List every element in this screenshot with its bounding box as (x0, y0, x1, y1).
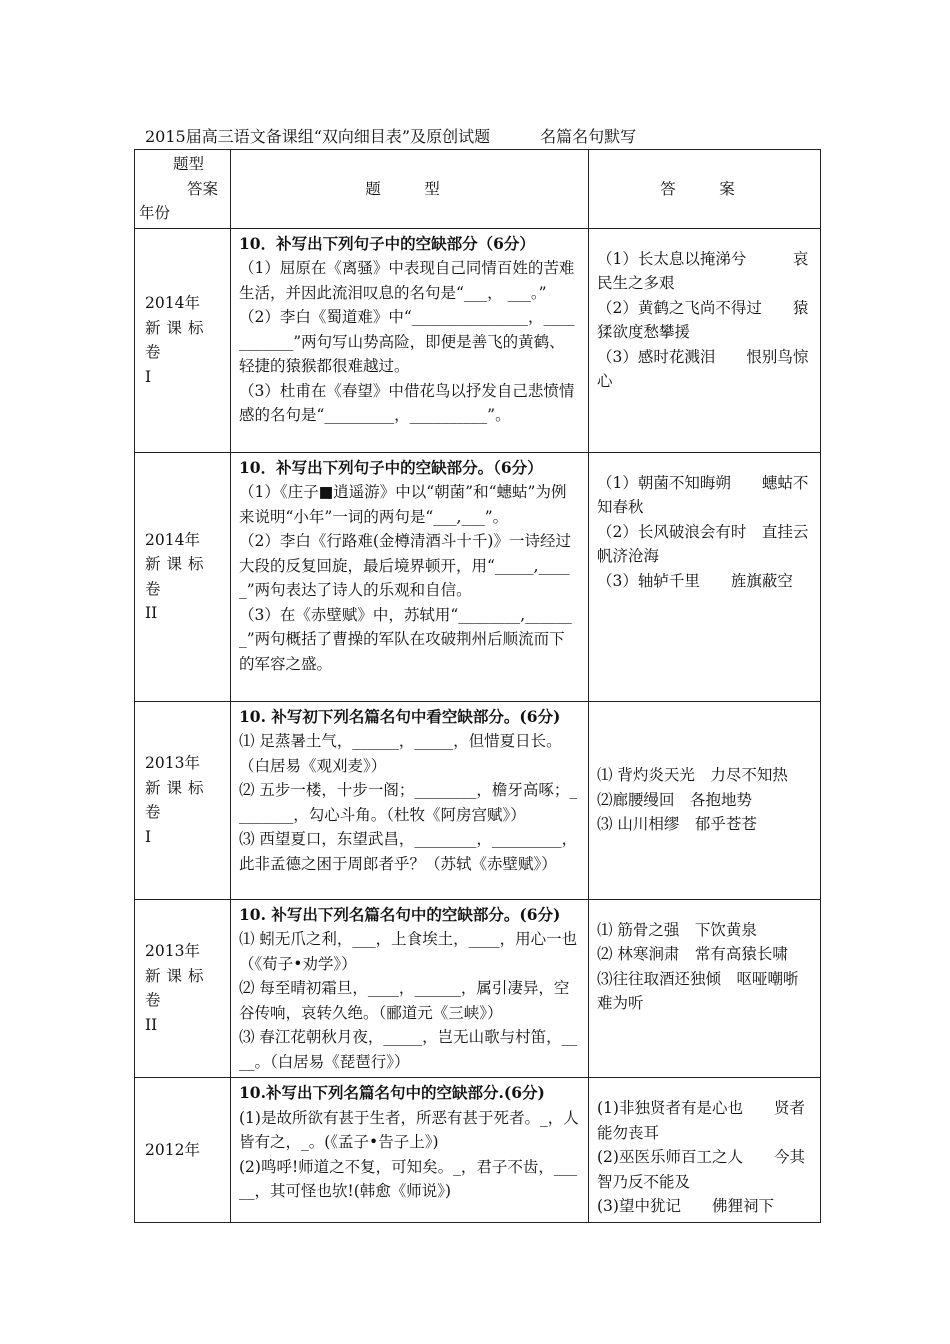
question-item: ⑶ 西望夏口，东望武昌，________，_________，此非孟德之困于周郎者乎？（苏轼《赤壁赋》） (239, 830, 578, 873)
answer-item: ⑵ 林寒涧肃 常有高猿长啸 (597, 945, 788, 963)
answer-item: ⑶往往取酒还独倾 呕哑嘲哳难为听 (597, 969, 799, 1012)
answer-cell (589, 228, 821, 452)
question-cell (231, 1078, 589, 1223)
question-item: （2）李白《蜀道难》中“_______________，___________”两句写山势高险，即便是善飞的黄鹤、轻捷的猿猴都很难越过。 (239, 308, 575, 375)
question-item: ⑴ 足蒸暑土气，______，_____，但惜夏日长。（白居易《观刈麦》） (239, 732, 562, 775)
answer-item: ⑵廊腰缦回 各抱地势 (597, 790, 753, 809)
document-title-text: 2015届高三语文备课组“双向细目表”及原创试题 (145, 127, 491, 146)
paper-label: 新课标卷 (145, 318, 210, 361)
corner-header-cell (135, 150, 231, 229)
answer-item: (2)巫医乐师百工之人 今其智乃反不能及 (597, 1148, 805, 1191)
table-row (135, 228, 821, 452)
table-row (135, 1078, 821, 1223)
year-cell (135, 452, 231, 701)
header-answer-cell: 答 案 (589, 150, 821, 229)
question-item: ⑴ 蚓无爪之利，___，上食埃土，____，用心一也（《荀子•劝学》） (239, 930, 578, 973)
year-label: 2013年 (145, 942, 200, 961)
answer-cell (589, 1078, 821, 1223)
corner-label-type: 题型 (173, 155, 205, 173)
question-item: （1）屈原在《离骚》中表现自己同情百姓的苦难生活，并因此流泪叹息的名句是“___， ___。” (239, 259, 575, 302)
question-heading: 10．补写出下列句子中的空缺部分（6分） (239, 233, 535, 253)
corner-label-year: 年份 (139, 204, 171, 222)
table-row (135, 701, 821, 899)
year-label: 2012年 (145, 1140, 200, 1159)
paper-label: 新课标卷 (145, 966, 210, 1010)
answer-item: ⑶ 山川相缪 郁乎苍苍 (597, 815, 757, 834)
corner-label-answer: 答案 (187, 179, 219, 198)
answer-item: （1）朝菌不知晦朔 蟪蛄不知春秋 (597, 473, 809, 516)
year-cell (135, 228, 231, 452)
year-cell (135, 701, 231, 899)
year-label: 2014年 (145, 294, 200, 312)
document-title (145, 124, 636, 147)
paper-label: 新课标卷 (145, 555, 210, 598)
question-item: （3）在《赤壁赋》中，苏轼用“________,_______”两句概括了曹操的军队在攻破荆州后顺流而下的军容之盛。 (239, 605, 572, 673)
answer-cell (589, 701, 821, 899)
year-label: 2013年 (145, 754, 200, 772)
year-cell (135, 1078, 231, 1223)
paper-number: Ⅰ (145, 367, 152, 386)
question-item: (1)是故所欲有甚于生者，所恶有甚于死者。_，人皆有之，_。(《孟子•告子上》) (239, 1108, 579, 1151)
question-answer-table (134, 149, 821, 1223)
question-cell (231, 452, 589, 701)
paper-number: II (145, 1015, 158, 1034)
answer-cell (589, 452, 821, 701)
question-item: (2)鸣呼!师道之不复，可知矣。_，君子不齿，_____，其可怪也欤!(韩愈《师说》) (239, 1157, 578, 1200)
answer-item: （2）黄鹤之飞尚不得过 猿猱欲度愁攀援 (597, 298, 809, 341)
answer-item: (3)望中犹记 佛狸祠下 (597, 1197, 774, 1215)
question-heading: 10. 补写出下列名篇名句中的空缺部分。(6分) (239, 904, 561, 924)
question-cell (231, 899, 589, 1078)
table-row (135, 452, 821, 701)
paper-number: Ⅰ (145, 827, 152, 846)
question-item: ⑵ 每至晴初霜旦，____，______，属引凄异，空谷传响，哀转久绝。（郦道元《三峡》） (239, 979, 570, 1022)
question-item: （1）《庄子■逍遥游》中以“朝菌”和“蟪蛄”为例来说明“小年”一词的两句是“___,___”。 (239, 483, 567, 526)
question-item: ⑶ 春江花朝秋月夜，_____，岂无山歌与村笛，____。（白居易《琵琶行》） (239, 1028, 578, 1071)
table-header-row (135, 150, 821, 229)
paper-label: 新课标卷 (145, 778, 210, 821)
answer-item: （3）感时花溅泪 恨别鸟惊心 (597, 347, 809, 390)
question-heading: 10. 补写初下列名篇名句中看空缺部分。(6分) (239, 706, 561, 726)
year-cell (135, 899, 231, 1078)
header-question-cell: 题 型 (231, 150, 589, 229)
document-subtitle: 名篇名句默写 (540, 127, 637, 146)
answer-item: (1)非独贤者有是心也 贤者能勿丧耳 (597, 1099, 805, 1142)
paper-number: II (145, 604, 158, 622)
question-heading: 10．补写出下列句子中的空缺部分。（6分） (239, 457, 543, 477)
table-row (135, 899, 821, 1078)
year-label: 2014年 (145, 530, 200, 549)
question-heading: 10.补写出下列名篇名句中的空缺部分.(6分) (239, 1083, 545, 1102)
answer-item: （3）轴轳千里 旌旗蔽空 (597, 571, 793, 590)
answer-item: （1）长太息以掩涕兮 哀民生之多艰 (597, 249, 809, 292)
question-item: （3）杜甫在《春望》中借花鸟以抒发自己悲愤情感的名句是“_________，__________”。 (239, 381, 575, 424)
answer-item: ⑴ 筋骨之强 下饮黄泉 (597, 920, 757, 939)
answer-item: （2）长风破浪会有时 直挂云帆济沧海 (597, 522, 809, 565)
question-item: ⑵ 五步一楼，十步一阁；________，檐牙高啄；________，勾心斗角。（杜牧《阿房宫赋》） (239, 781, 578, 824)
question-cell (231, 701, 589, 899)
answer-cell (589, 899, 821, 1078)
question-cell (231, 228, 589, 452)
question-item: （2）李白《行路难(金樽清酒斗十千)》一诗经过大段的反复回旋，最后境界顿开，用“_____,_____”两句表达了诗人的乐观和自信。 (239, 532, 571, 599)
answer-item: ⑴ 背灼炎天光 力尽不知热 (597, 766, 788, 785)
